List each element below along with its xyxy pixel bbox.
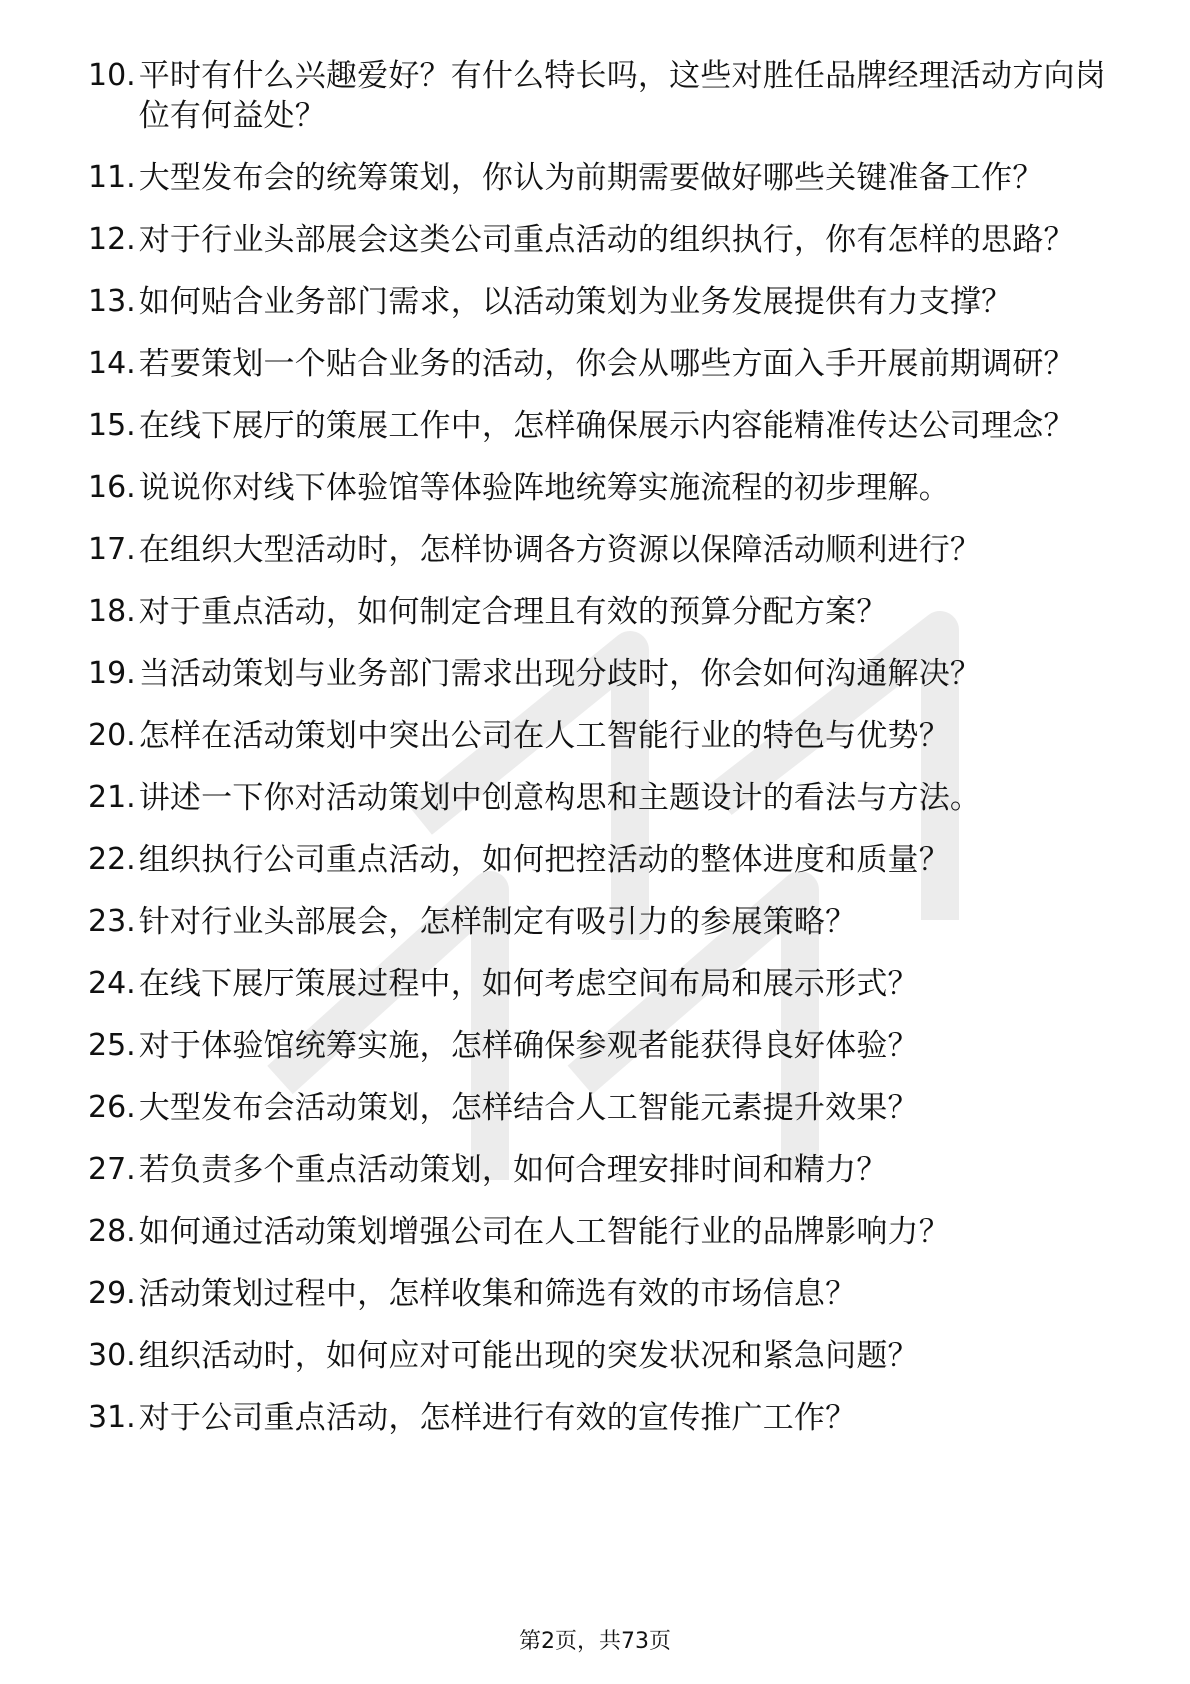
- question-number: 13.: [88, 284, 136, 319]
- question-text: 若负责多个重点活动策划，如何合理安排时间和精力？: [138, 1152, 888, 1188]
- question-text: 针对行业头部展会，怎样制定有吸引力的参展策略？: [138, 904, 857, 940]
- question-item: [88, 530, 1118, 570]
- question-text: 在线下展厅策展过程中，如何考虑空间布局和展示形式？: [138, 966, 919, 1002]
- question-item: [88, 344, 1118, 384]
- question-text: 在组织大型活动时，怎样协调各方资源以保障活动顺利进行？: [138, 532, 982, 568]
- question-text: 对于体验馆统筹实施，怎样确保参观者能获得良好体验？: [138, 1028, 919, 1064]
- question-number: 25.: [88, 1028, 136, 1063]
- question-number: 29.: [88, 1276, 136, 1311]
- question-list: [88, 56, 1118, 1460]
- question-number: 24.: [88, 966, 136, 1001]
- question-number: 10.: [88, 58, 136, 93]
- question-item: [88, 654, 1118, 694]
- question-text: 讲述一下你对活动策划中创意构思和主题设计的看法与方法。: [138, 780, 982, 816]
- question-item: [88, 964, 1118, 1004]
- question-number: 19.: [88, 656, 136, 691]
- question-item: [88, 778, 1118, 818]
- question-item: [88, 220, 1118, 260]
- question-text: 组织活动时，如何应对可能出现的突发状况和紧急问题？: [138, 1338, 919, 1374]
- question-item: [88, 1212, 1118, 1252]
- question-item: [88, 592, 1118, 632]
- question-text: 平时有什么兴趣爱好？有什么特长吗，这些对胜任品牌经理活动方向岗位有何益处？: [138, 58, 1106, 134]
- question-number: 22.: [88, 842, 136, 877]
- page-number-label: 第2页，共73页: [519, 1629, 671, 1654]
- question-item: [88, 468, 1118, 508]
- question-item: [88, 1088, 1118, 1128]
- question-text: 对于重点活动，如何制定合理且有效的预算分配方案？: [138, 594, 888, 630]
- question-number: 18.: [88, 594, 136, 629]
- question-number: 26.: [88, 1090, 136, 1125]
- question-item: [88, 716, 1118, 756]
- question-text: 怎样在活动策划中突出公司在人工智能行业的特色与优势？: [138, 718, 950, 754]
- question-number: 21.: [88, 780, 136, 815]
- question-item: [88, 406, 1118, 446]
- question-text: 若要策划一个贴合业务的活动，你会从哪些方面入手开展前期调研？: [138, 346, 1075, 382]
- question-text: 活动策划过程中，怎样收集和筛选有效的市场信息？: [138, 1276, 857, 1312]
- question-text: 对于公司重点活动，怎样进行有效的宣传推广工作？: [138, 1400, 857, 1436]
- page-footer: [0, 1624, 1190, 1655]
- question-number: 30.: [88, 1338, 136, 1373]
- question-number: 14.: [88, 346, 136, 381]
- question-number: 15.: [88, 408, 136, 443]
- question-item: [88, 56, 1118, 136]
- question-number: 31.: [88, 1400, 136, 1435]
- question-number: 27.: [88, 1152, 136, 1187]
- question-text: 当活动策划与业务部门需求出现分歧时，你会如何沟通解决？: [138, 656, 982, 692]
- question-text: 组织执行公司重点活动，如何把控活动的整体进度和质量？: [138, 842, 950, 878]
- question-item: [88, 1398, 1118, 1438]
- question-number: 28.: [88, 1214, 136, 1249]
- question-item: [88, 840, 1118, 880]
- question-number: 11.: [88, 160, 136, 195]
- question-number: 23.: [88, 904, 136, 939]
- question-text: 在线下展厅的策展工作中，怎样确保展示内容能精准传达公司理念？: [138, 408, 1075, 444]
- question-number: 17.: [88, 532, 136, 567]
- question-item: [88, 902, 1118, 942]
- question-text: 说说你对线下体验馆等体验阵地统筹实施流程的初步理解。: [138, 470, 950, 506]
- question-text: 如何通过活动策划增强公司在人工智能行业的品牌影响力？: [138, 1214, 950, 1250]
- question-text: 对于行业头部展会这类公司重点活动的组织执行，你有怎样的思路？: [138, 222, 1075, 258]
- question-item: [88, 282, 1118, 322]
- question-item: [88, 158, 1118, 198]
- question-item: [88, 1150, 1118, 1190]
- question-item: [88, 1026, 1118, 1066]
- question-number: 12.: [88, 222, 136, 257]
- question-number: 20.: [88, 718, 136, 753]
- question-number: 16.: [88, 470, 136, 505]
- question-text: 如何贴合业务部门需求，以活动策划为业务发展提供有力支撑？: [138, 284, 1013, 320]
- question-text: 大型发布会活动策划，怎样结合人工智能元素提升效果？: [138, 1090, 919, 1126]
- question-text: 大型发布会的统筹策划，你认为前期需要做好哪些关键准备工作？: [138, 160, 1044, 196]
- question-item: [88, 1274, 1118, 1314]
- question-item: [88, 1336, 1118, 1376]
